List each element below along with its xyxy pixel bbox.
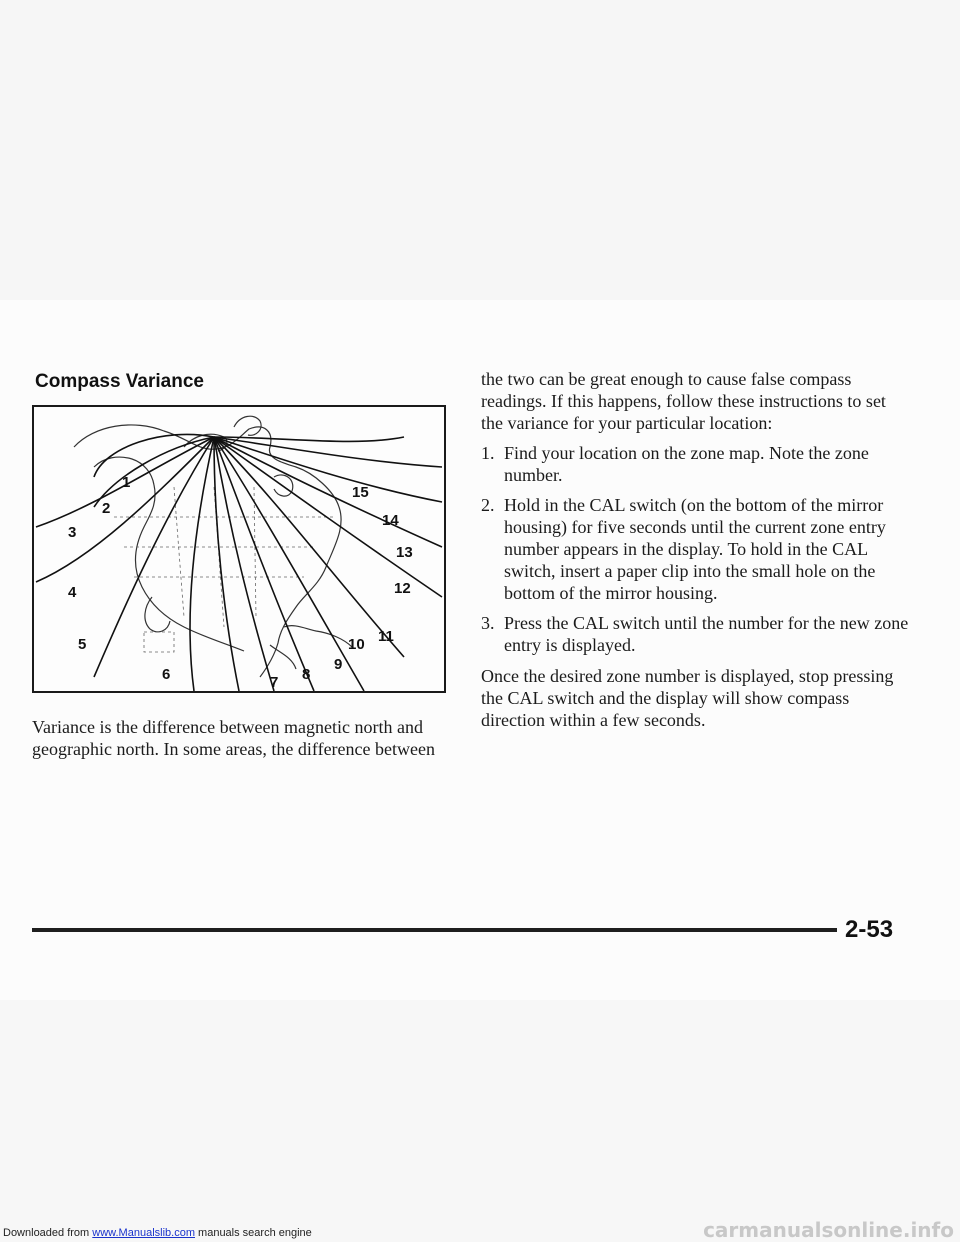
zone-label: 10 — [348, 636, 365, 653]
zone-label: 5 — [78, 636, 87, 653]
variance-paragraph: Variance is the difference between magnetic north and geographic north. In some areas, the difference between — [32, 717, 435, 759]
top-margin — [0, 0, 960, 300]
download-credit — [3, 1227, 312, 1239]
zone-label: 6 — [162, 666, 171, 683]
zone-label: 11 — [378, 628, 394, 645]
zone-label: 3 — [68, 524, 77, 541]
list-item — [481, 494, 911, 604]
zone-label: 7 — [270, 674, 279, 691]
page-number: 2-53 — [845, 916, 894, 943]
zone-map — [34, 407, 444, 691]
intro-paragraph: the two can be great enough to cause false compass readings. If this happens, follow these instructions to set the variance for your particular location: — [481, 369, 886, 433]
list-item — [481, 442, 911, 486]
zone-label: 2 — [102, 500, 111, 517]
zone-label: 13 — [396, 544, 413, 561]
zone-label: 14 — [382, 512, 399, 529]
step-text: Find your location on the zone map. Note the zone number. — [504, 443, 869, 485]
manualslib-link[interactable]: www.Manualslib.com — [92, 1227, 195, 1239]
zone-label: 4 — [68, 584, 77, 601]
zone-label: 12 — [394, 580, 411, 597]
instructions-column — [481, 368, 911, 739]
credit-suffix: manuals search engine — [194, 1227, 312, 1239]
list-item — [481, 612, 911, 656]
step-text: Press the CAL switch until the number for the new zone entry is displayed. — [504, 613, 909, 655]
section-title: Compass Variance — [35, 371, 204, 392]
zone-map-figure — [32, 405, 446, 693]
bottom-margin — [0, 1000, 960, 1242]
zone-label: 8 — [302, 666, 311, 683]
step-text: Hold in the CAL switch (on the bottom of the mirror housing) for five seconds until the current zone entry number appears in the display. To hold in the CAL switch, insert a paper clip into the small hole on the bottom of the mirror housing. — [504, 495, 886, 603]
zone-label: 15 — [352, 484, 369, 501]
zone-label: 9 — [334, 656, 343, 673]
credit-prefix: Downloaded from — [3, 1227, 93, 1239]
step-number: 2. — [481, 495, 495, 515]
zone-label: 1 — [122, 474, 131, 491]
site-watermark: carmanualsonline.info — [703, 1218, 954, 1242]
closing-paragraph: Once the desired zone number is displayed, stop pressing the CAL switch and the display will show compass direction within a few seconds. — [481, 666, 894, 730]
footer-rule — [32, 928, 837, 932]
zone-boundaries — [36, 434, 442, 691]
step-number: 3. — [481, 613, 495, 633]
step-number: 1. — [481, 443, 495, 463]
steps-list — [481, 442, 911, 656]
